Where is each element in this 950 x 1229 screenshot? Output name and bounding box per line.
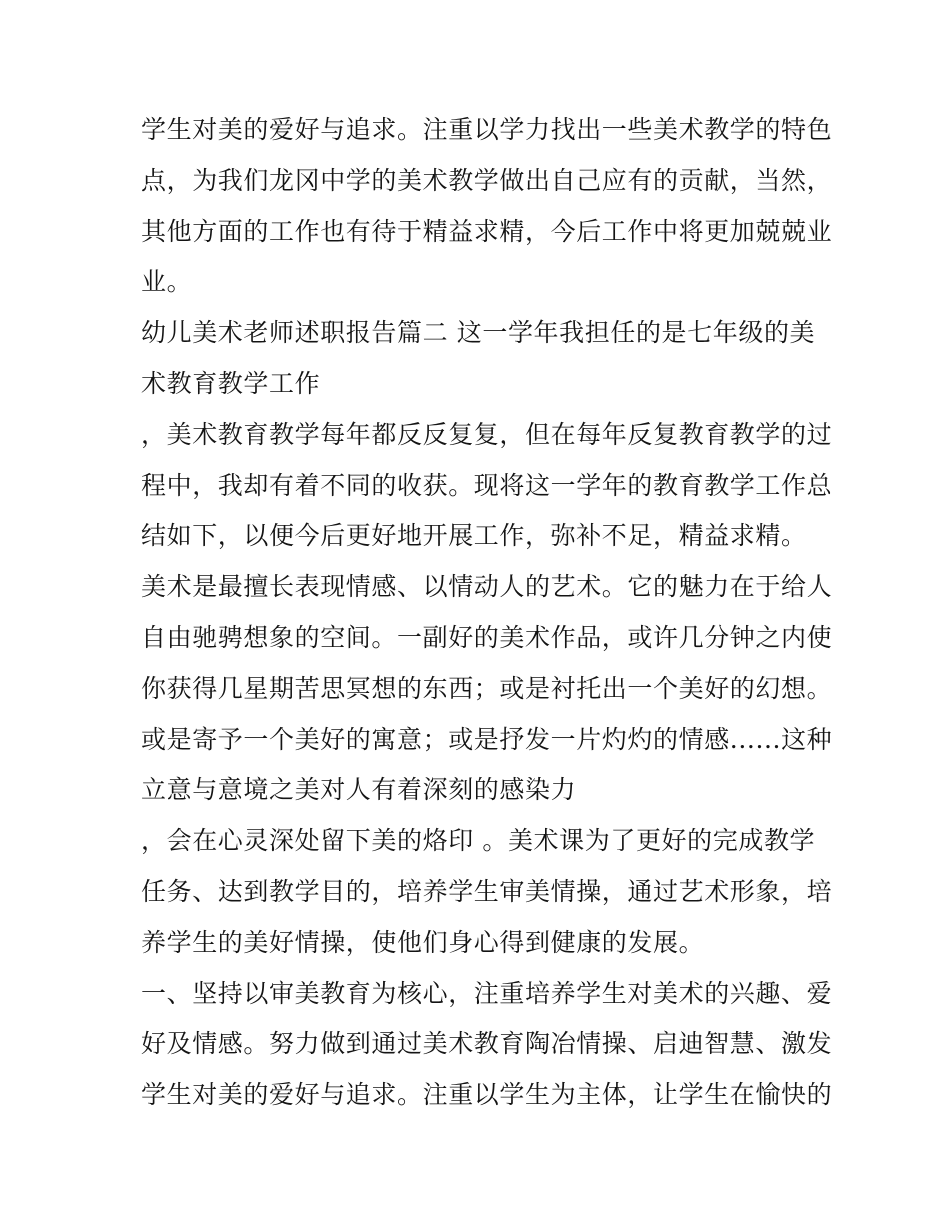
text-line: 好及情感。努力做到通过美术教育陶冶情操、启迪智慧、激发 xyxy=(141,1029,833,1059)
text-line: 美术是最擅长表现情感、以情动人的艺术。它的魅力在于给人 xyxy=(141,572,833,602)
text-line: 学生对美的爱好与追求。注重以学力找出一些美术教学的特色 xyxy=(141,115,833,144)
text-line: 其他方面的工作也有待于精益求精，今后工作中将更加兢兢业 xyxy=(141,216,833,246)
text-line: 自由驰骋想象的空间。一副好的美术作品，或许几分钟之内使 xyxy=(141,622,833,652)
text-line: 结如下，以便今后更好地开展工作，弥补不足，精益求精。 xyxy=(141,521,807,551)
text-line: ，会在心灵深处留下美的烙印 。美术课为了更好的完成教学 xyxy=(141,826,816,856)
text-line: ，美术教育教学每年都反反复复，但在每年反复教育教学的过 xyxy=(141,419,833,449)
text-line: 养学生的美好情操，使他们身心得到健康的发展。 xyxy=(141,927,705,957)
text-line: 学生对美的爱好与追求。注重以学生为主体，让学生在愉快的 xyxy=(141,1080,833,1110)
text-line: 立意与意境之美对人有着深刻的感染力 xyxy=(141,775,577,805)
text-line: 程中，我却有着不同的收获。现将这一学年的教育教学工作总 xyxy=(141,470,833,500)
text-line: 业。 xyxy=(141,267,193,297)
text-line: 术教育教学工作 xyxy=(141,368,321,398)
section-heading-line: 幼儿美术老师述职报告篇二 这一学年我担任的是七年级的美 xyxy=(141,318,816,348)
text-line: 点，为我们龙冈中学的美术教学做出自己应有的贡献，当然， xyxy=(141,165,833,195)
text-line: 一、坚持以审美教育为核心，注重培养学生对美术的兴趣、爱 xyxy=(141,978,833,1008)
text-line: 你获得几星期苦思冥想的东西；或是衬托出一个美好的幻想。 xyxy=(141,673,833,703)
text-line: 或是寄予一个美好的寓意；或是抒发一片灼灼的情感......这种 xyxy=(141,724,833,754)
document-body xyxy=(141,105,833,1121)
text-line: 任务、达到教学目的，培养学生审美情操，通过艺术形象，培 xyxy=(141,876,833,906)
